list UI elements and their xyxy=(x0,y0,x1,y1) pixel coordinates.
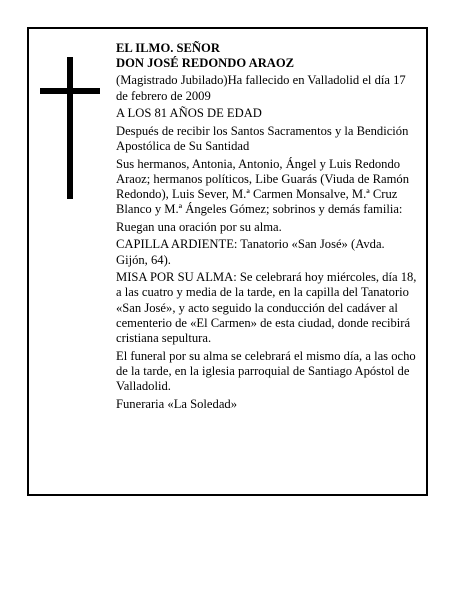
notice-chapel: CAPILLA ARDIENTE: Tanatorio «San José» (Avda. Gijón, 64). xyxy=(116,237,385,267)
notice-title-line-2: DON JOSÉ REDONDO ARAOZ xyxy=(116,56,295,71)
notice-funeral-home: Funeraria «La Soledad» xyxy=(116,396,237,411)
notice-title-line-1: EL ILMO. SEÑOR xyxy=(116,41,220,55)
notice-family: Sus hermanos, Antonia, Antonio, Ángel y Luis Redondo Araoz; hermanos políticos, Libe Guarás (Viuda de Ramón Redondo), Luis Sever, M.ª Carmen Monsalve, M.ª Cruz Blanco y M.ª Ángeles Gómez; sobrinos y demás familia: xyxy=(116,156,410,217)
notice-prayer-request: Ruegan una oración por su alma. xyxy=(116,219,282,234)
obituary-notice xyxy=(27,27,428,496)
notice-mass: MISA POR SU ALMA: Se celebrará hoy miércoles, día 18, a las cuatro y media de la tarde, en la capilla del Tanatorio «San José», y acto seguido la conducción del cadáver al cementerio de «El Carmen» de esta ciudad, donde recibirá cristiana sepultura. xyxy=(116,270,417,345)
cross-vertical-bar xyxy=(67,57,73,199)
notice-age: A LOS 81 AÑOS DE EDAD xyxy=(116,106,262,121)
notice-sacraments: Después de recibir los Santos Sacramentos y la Bendición Apostólica de Su Santidad xyxy=(116,123,409,153)
notice-text xyxy=(116,41,419,414)
notice-funeral: El funeral por su alma se celebrará el mismo día, a las ocho de la tarde, en la iglesia parroquial de Santiago Apóstol de Valladolid. xyxy=(116,348,416,393)
cross-horizontal-bar xyxy=(40,88,100,94)
notice-death-announcement: (Magistrado Jubilado)Ha fallecido en Valladolid el día 17 de febrero de 2009 xyxy=(116,73,406,103)
